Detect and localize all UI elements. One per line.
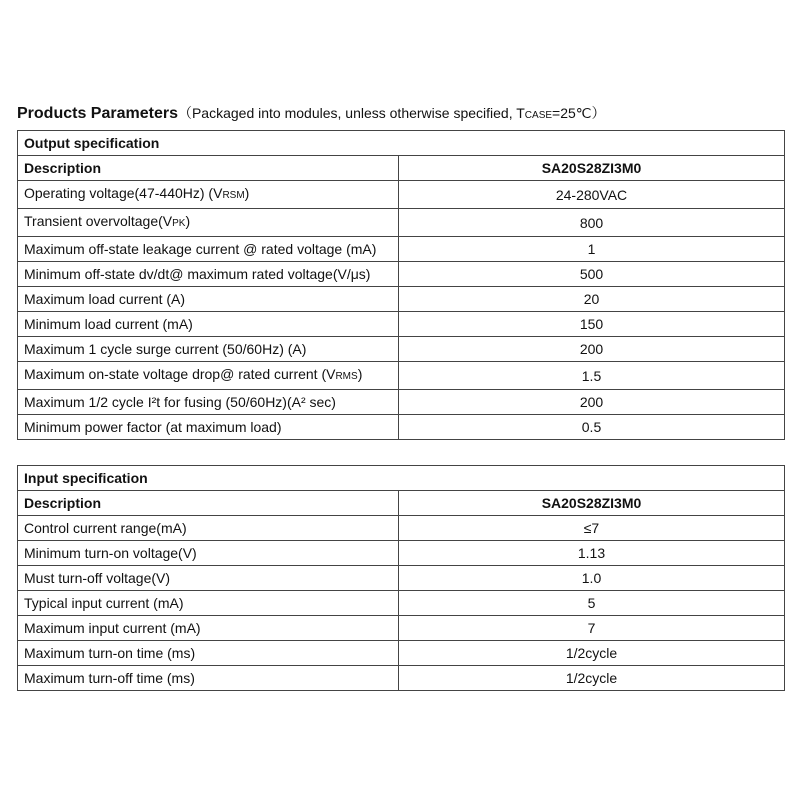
table-row <box>18 362 785 390</box>
table-row <box>18 541 785 566</box>
label-text: Maximum off-state leakage current @ rated voltage (mA) <box>24 241 377 257</box>
output-section-title: Output specification <box>18 131 785 156</box>
row-label: Minimum turn-on voltage(V) <box>18 541 399 566</box>
table-row <box>18 287 785 312</box>
title-note-tail: =25℃ <box>552 105 592 121</box>
title-paren-open: （ <box>177 105 192 121</box>
row-value: 150 <box>399 312 785 337</box>
table-row <box>18 616 785 641</box>
row-label <box>18 337 399 362</box>
input-col-model: SA20S28ZI3M0 <box>399 491 785 516</box>
output-spec-table <box>17 130 785 440</box>
row-value: 24-280VAC <box>399 181 785 209</box>
input-col-description: Description <box>18 491 399 516</box>
table-row <box>18 666 785 691</box>
label-text: Maximum 1 cycle surge current (50/60Hz) (A) <box>24 341 307 357</box>
row-value: 500 <box>399 262 785 287</box>
input-section-title: Input specification <box>18 466 785 491</box>
table-row <box>18 415 785 440</box>
table-row <box>18 312 785 337</box>
table-row <box>18 337 785 362</box>
row-label <box>18 312 399 337</box>
row-label <box>18 209 399 237</box>
row-label: Maximum turn-off time (ms) <box>18 666 399 691</box>
table-row <box>18 262 785 287</box>
label-text: Maximum 1/2 cycle I²t for fusing (50/60Hz)(A² sec) <box>24 394 336 410</box>
table-row <box>18 390 785 415</box>
input-spec-table <box>17 465 785 691</box>
table-row <box>18 209 785 237</box>
row-label <box>18 415 399 440</box>
label-subscript: PK <box>172 218 186 229</box>
label-text: Minimum load current (mA) <box>24 316 193 332</box>
label-text: Maximum on-state voltage drop@ rated current (V <box>24 366 336 382</box>
row-label: Control current range(mA) <box>18 516 399 541</box>
table-row <box>18 641 785 666</box>
label-suffix: ) <box>185 213 191 229</box>
row-label <box>18 362 399 390</box>
input-rows <box>18 516 785 691</box>
table-row <box>18 516 785 541</box>
title-note: Packaged into modules, unless otherwise specified, T <box>191 105 525 121</box>
row-label <box>18 181 399 209</box>
label-suffix: ) <box>244 185 250 201</box>
row-label <box>18 390 399 415</box>
table-row <box>18 237 785 262</box>
row-label <box>18 262 399 287</box>
label-suffix: ) <box>357 366 363 382</box>
title-note-sub: CASE <box>524 110 553 121</box>
output-col-description: Description <box>18 156 399 181</box>
row-value: 1/2cycle <box>399 666 785 691</box>
row-label <box>18 287 399 312</box>
label-text: Maximum load current (A) <box>24 291 186 307</box>
row-label: Typical input current (mA) <box>18 591 399 616</box>
title-main: Products Parameters <box>17 105 178 122</box>
table-row <box>18 566 785 591</box>
row-value: 200 <box>399 337 785 362</box>
label-subscript: RSM <box>222 190 245 201</box>
row-label: Must turn-off voltage(V) <box>18 566 399 591</box>
output-col-model: SA20S28ZI3M0 <box>399 156 785 181</box>
label-text: Operating voltage(47-440Hz) (V <box>24 185 223 201</box>
label-text: Minimum off-state dv/dt@ maximum rated voltage(V/μs) <box>24 266 371 282</box>
row-value: 7 <box>399 616 785 641</box>
label-text: Minimum power factor (at maximum load) <box>24 419 282 435</box>
label-text: Transient overvoltage(V <box>24 213 173 229</box>
row-value: 1.13 <box>399 541 785 566</box>
row-label: Maximum input current (mA) <box>18 616 399 641</box>
label-subscript: RMS <box>335 371 358 382</box>
row-value: 200 <box>399 390 785 415</box>
row-value: 5 <box>399 591 785 616</box>
table-row <box>18 591 785 616</box>
row-value: 1 <box>399 237 785 262</box>
row-value: 1.0 <box>399 566 785 591</box>
row-label: Maximum turn-on time (ms) <box>18 641 399 666</box>
output-rows <box>18 181 785 440</box>
row-value: 20 <box>399 287 785 312</box>
page-title <box>17 103 606 123</box>
row-value: 0.5 <box>399 415 785 440</box>
row-value: 1/2cycle <box>399 641 785 666</box>
table-row <box>18 181 785 209</box>
row-value: 1.5 <box>399 362 785 390</box>
row-value: ≤7 <box>399 516 785 541</box>
row-label <box>18 237 399 262</box>
row-value: 800 <box>399 209 785 237</box>
title-paren-close: ） <box>591 105 606 121</box>
